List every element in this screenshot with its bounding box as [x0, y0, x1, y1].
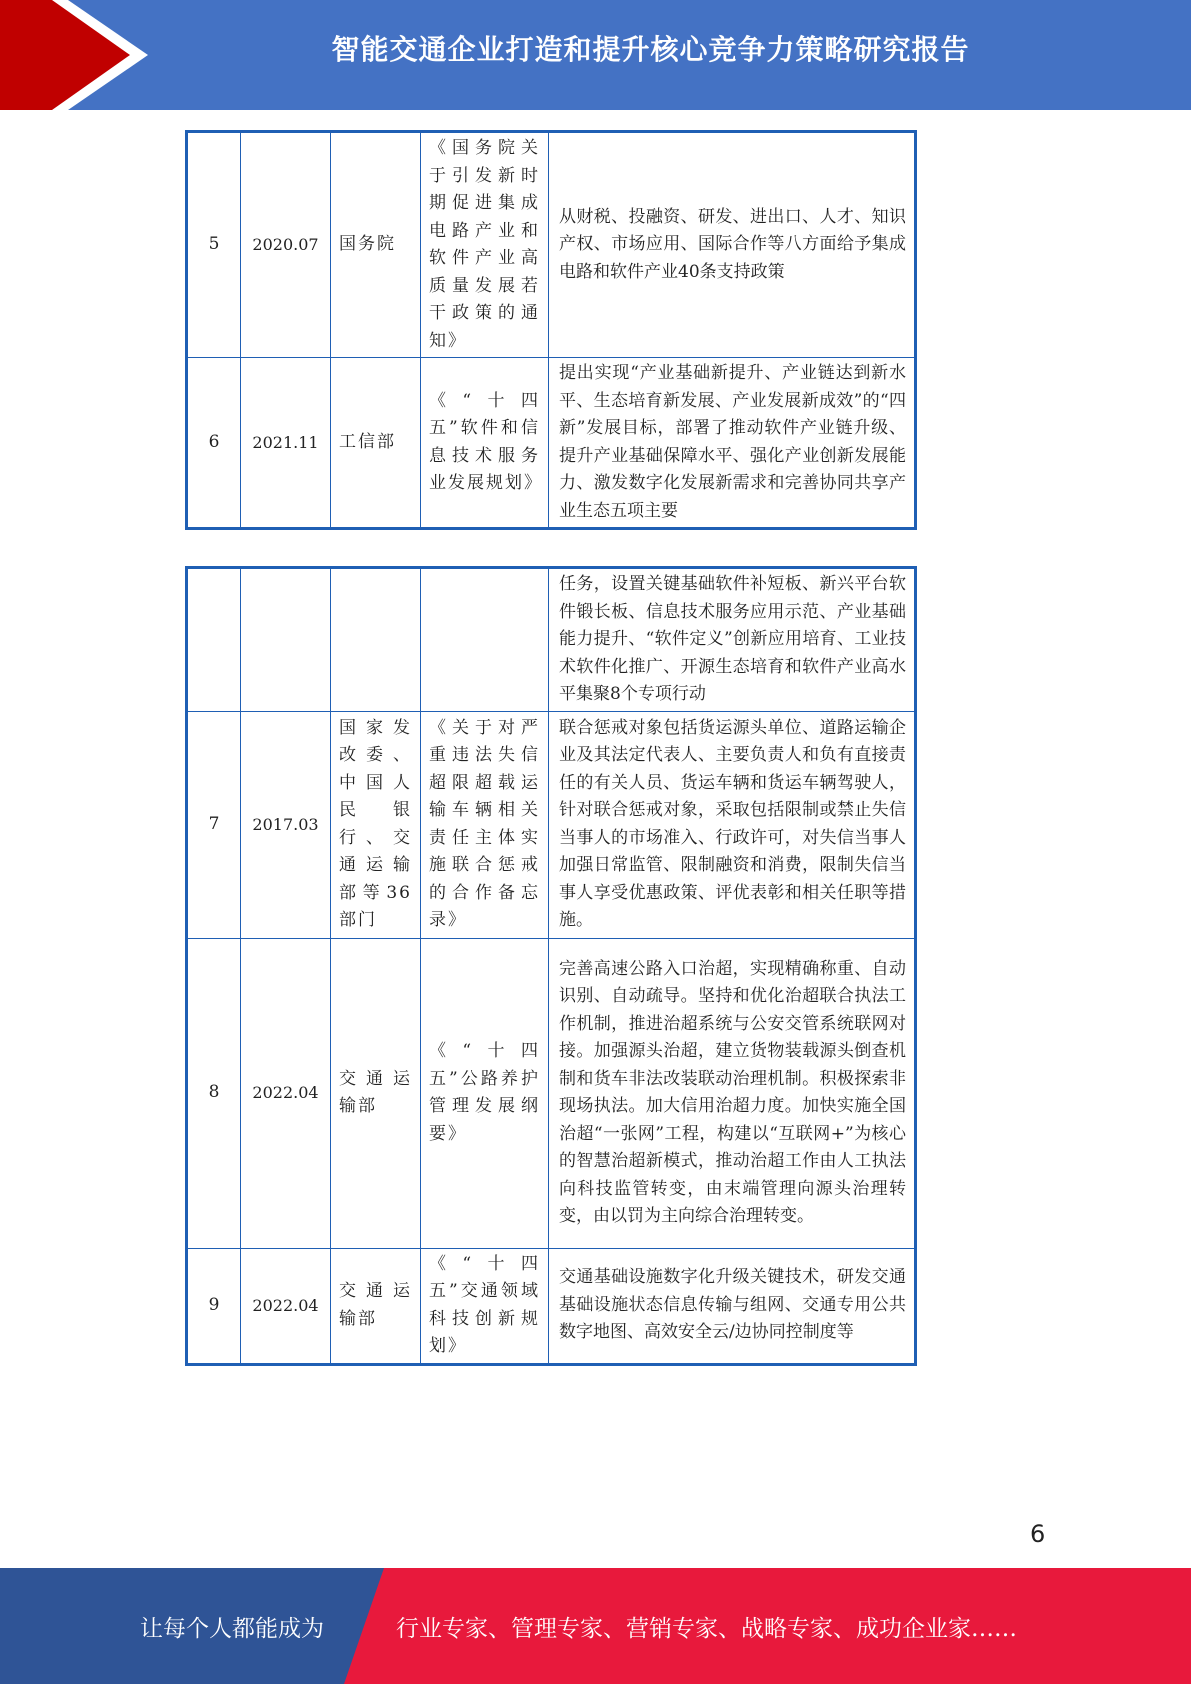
policy-description: 交通基础设施数字化升级关键技术，研发交通基础设施状态信息传输与组网、交通专用公共数字地图、高效安全云/边协同控制度等: [549, 1248, 916, 1364]
issue-date: 2022.04: [241, 1248, 331, 1364]
policy-document: 《关于对严重违法失信超限超载运输车辆相关责任主体实施联合惩戒的合作备忘录》: [421, 711, 549, 938]
policy-table-bottom: [185, 566, 917, 1366]
policy-document: 《“十四五”软件和信息技术服务业发展规划》: [421, 358, 549, 529]
issue-date: 2021.11: [241, 358, 331, 529]
issuing-department: 交通运输部: [331, 938, 421, 1248]
issuing-department: 国务院: [331, 132, 421, 358]
table-row: [187, 711, 916, 938]
policy-description: 完善高速公路入口治超，实现精确称重、自动识别、自动疏导。坚持和优化治超联合执法工作机制，推进治超系统与公安交管系统联网对接。加强源头治超，建立货物装载源头倒查机制和货车非法改装联动治理机制。积极探索非现场执法。加大信用治超力度。加快实施全国治超“一张网”工程，构建以“互联网+”为核心的智慧治超新模式，推动治超工作由人工执法向科技监管转变，由末端管理向源头治理转变，由以罚为主向综合治理转变。: [549, 938, 916, 1248]
issuing-department: 工信部: [331, 358, 421, 529]
issuing-department: [331, 568, 421, 712]
policy-description: 从财税、投融资、研发、进出口、人才、知识产权、市场应用、国际合作等八方面给予集成电路和软件产业40条支持政策: [549, 132, 916, 358]
policy-description: 任务，设置关键基础软件补短板、新兴平台软件锻长板、信息技术服务应用示范、产业基础能力提升、“软件定义”创新应用培育、工业技术软件化推广、开源生态培育和软件产业高水平集聚8个专项行动: [549, 568, 916, 712]
table-row: [187, 568, 916, 712]
report-title: 智能交通企业打造和提升核心竞争力策略研究报告: [331, 33, 970, 66]
row-number: [187, 568, 241, 712]
policy-document: 《“十四五”交通领域科技创新规划》: [421, 1248, 549, 1364]
policy-table-top: [185, 130, 917, 530]
issue-date: [241, 568, 331, 712]
row-number: 6: [187, 358, 241, 529]
table-row: [187, 1248, 916, 1364]
issuing-department: 交通运输部: [331, 1248, 421, 1364]
table-row: [187, 132, 916, 358]
row-number: 7: [187, 711, 241, 938]
table-row: [187, 938, 916, 1248]
row-number: 8: [187, 938, 241, 1248]
policy-document: 《“十四五”公路养护管理发展纲要》: [421, 938, 549, 1248]
table-row: [187, 358, 916, 529]
policy-description: 联合惩戒对象包括货运源头单位、道路运输企业及其法定代表人、主要负责人和负有直接责任的有关人员、货运车辆和货运车辆驾驶人，针对联合惩戒对象，采取包括限制或禁止失信当事人的市场准入、行政许可，对失信当事人加强日常监管、限制融资和消费，限制失信当事人享受优惠政策、评优表彰和相关任职等措施。: [549, 711, 916, 938]
policy-description: 提出实现“产业基础新提升、产业链达到新水平、生态培育新发展、产业发展新成效”的“四新”发展目标，部署了推动软件产业链升级、提升产业基础保障水平、强化产业创新发展能力、激发数字化发展新需求和完善协同共享产业生态五项主要: [549, 358, 916, 529]
row-number: 5: [187, 132, 241, 358]
issue-date: 2020.07: [241, 132, 331, 358]
row-number: 9: [187, 1248, 241, 1364]
page-header: [0, 0, 1191, 110]
policy-document: [421, 568, 549, 712]
footer-slogan-left: 让每个人都能成为: [140, 1616, 324, 1642]
page-number: 6: [1030, 1520, 1046, 1548]
footer-slogan-right: 行业专家、管理专家、营销专家、战略专家、成功企业家……: [396, 1616, 1017, 1642]
issue-date: 2022.04: [241, 938, 331, 1248]
policy-document: 《国务院关于引发新时期促进集成电路产业和软件产业高质量发展若干政策的通知》: [421, 132, 549, 358]
issuing-department: 国家发改委、中国人民银行、交通运输部等36部门: [331, 711, 421, 938]
issue-date: 2017.03: [241, 711, 331, 938]
page-footer: [0, 1568, 1191, 1684]
header-arrow-decoration: [0, 0, 160, 110]
